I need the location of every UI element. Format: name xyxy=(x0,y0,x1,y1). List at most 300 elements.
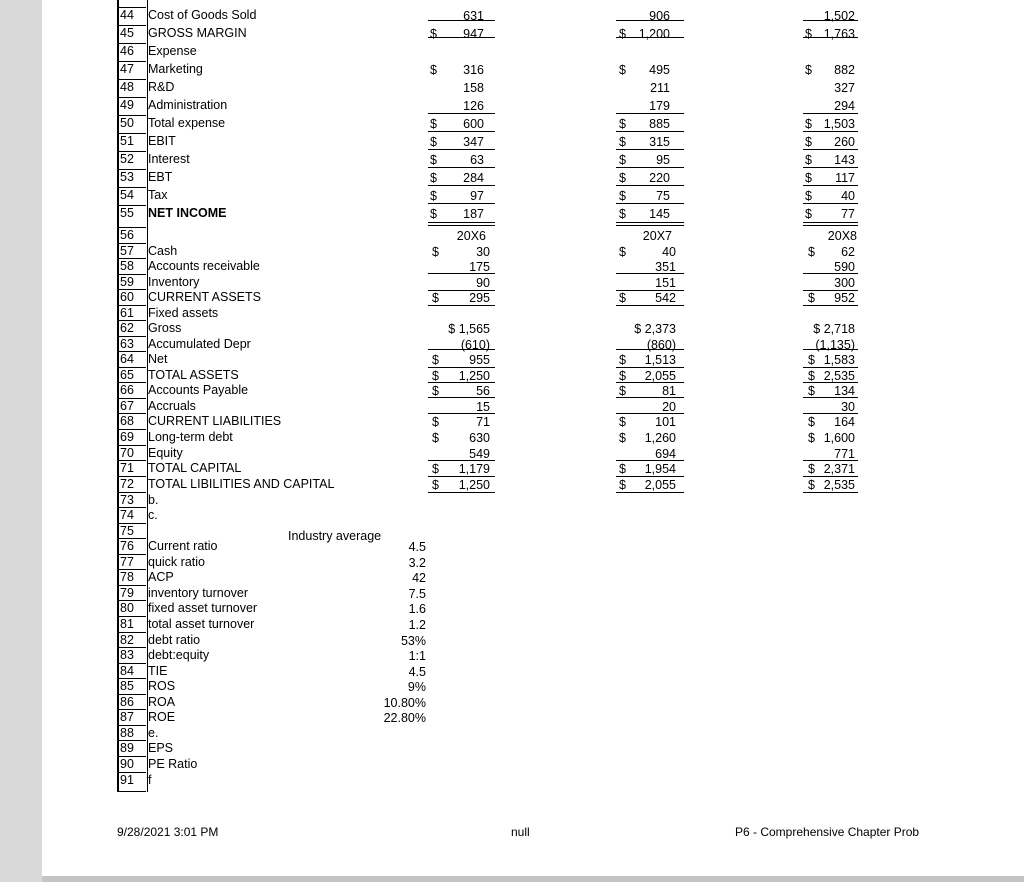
row-number: 51 xyxy=(120,134,134,148)
balance-value: 590 xyxy=(834,260,855,274)
dollar-sign: $ xyxy=(805,135,812,149)
industry-value: 22.80% xyxy=(383,711,426,725)
balance-value: 694 xyxy=(655,447,676,461)
row-label: TIE xyxy=(148,664,168,678)
row-number: 50 xyxy=(120,116,134,130)
row-number: 66 xyxy=(120,383,134,397)
underline xyxy=(428,349,495,350)
row-number: 86 xyxy=(120,695,134,709)
year-header: 20X6 xyxy=(456,229,486,243)
income-value: 885 xyxy=(649,117,670,131)
row-number: 71 xyxy=(120,461,134,475)
underline xyxy=(616,382,684,383)
balance-value: 1,250 xyxy=(458,478,490,492)
income-value: 1,763 xyxy=(823,27,855,41)
row-number: 84 xyxy=(120,664,134,678)
row-number: 55 xyxy=(120,206,134,220)
row-label: EBT xyxy=(148,170,173,184)
dollar-sign: $ xyxy=(432,291,439,305)
dollar-sign: $ xyxy=(619,462,626,476)
row-label: Tax xyxy=(148,188,168,202)
industry-average-header: Industry average xyxy=(288,529,382,543)
industry-value: 7.5 xyxy=(408,587,426,601)
row-label: TOTAL LIBILITIES AND CAPITAL xyxy=(148,477,335,491)
income-value: 63 xyxy=(470,153,484,167)
balance-value: 30 xyxy=(476,245,490,259)
row-label: CURRENT LIABILITIES xyxy=(148,414,282,428)
row-number: 72 xyxy=(120,477,134,491)
row-label: TOTAL ASSETS xyxy=(148,368,239,382)
balance-value: 630 xyxy=(469,431,490,445)
balance-value: 2,055 xyxy=(644,369,676,383)
industry-value: 1.6 xyxy=(408,602,426,616)
dollar-sign: $ xyxy=(805,63,812,77)
row-label: Current ratio xyxy=(148,539,218,553)
row-label: f xyxy=(148,773,152,787)
footer-center: null xyxy=(511,825,530,839)
dollar-sign: $ xyxy=(808,384,815,398)
row-number: 81 xyxy=(120,617,134,631)
dollar-sign: $ xyxy=(430,63,437,77)
underline xyxy=(428,476,495,477)
row-number: 64 xyxy=(120,352,134,366)
row-label: Equity xyxy=(148,446,183,460)
dollar-sign: $ xyxy=(619,478,626,492)
row-label: Accounts Payable xyxy=(148,383,249,397)
underline xyxy=(428,185,495,186)
row-number: 52 xyxy=(120,152,134,166)
row-label: b. xyxy=(148,493,159,507)
balance-value: $ 2,373 xyxy=(634,322,676,336)
underline xyxy=(616,290,684,291)
dollar-sign: $ xyxy=(619,117,626,131)
row-label: GROSS MARGIN xyxy=(148,26,247,40)
underline xyxy=(803,273,858,274)
underline xyxy=(616,305,684,306)
dollar-sign: $ xyxy=(430,135,437,149)
row-label: Interest xyxy=(148,152,190,166)
row-number: 87 xyxy=(120,710,134,724)
row-label: EBIT xyxy=(148,134,176,148)
balance-value: 151 xyxy=(655,276,676,290)
row-number: 61 xyxy=(120,306,134,320)
dollar-sign: $ xyxy=(808,478,815,492)
balance-value: (860) xyxy=(646,338,676,352)
underline xyxy=(803,349,858,350)
row-label: Long-term debt xyxy=(148,430,233,444)
dollar-sign: $ xyxy=(808,431,815,445)
row-label: e. xyxy=(148,726,159,740)
underline xyxy=(428,222,495,226)
industry-value: 53% xyxy=(400,634,426,648)
row-number: 56 xyxy=(120,228,134,242)
underline xyxy=(803,460,858,461)
underline xyxy=(616,476,684,477)
underline xyxy=(616,273,684,274)
row-number: 63 xyxy=(120,337,134,351)
dollar-sign: $ xyxy=(432,478,439,492)
underline xyxy=(803,149,858,150)
balance-value: 300 xyxy=(834,276,855,290)
dollar-sign: $ xyxy=(432,353,439,367)
row-label: inventory turnover xyxy=(148,586,249,600)
income-value: 315 xyxy=(649,135,670,149)
income-value: 158 xyxy=(463,81,484,95)
row-number: 74 xyxy=(120,508,134,522)
dollar-sign: $ xyxy=(619,353,626,367)
dollar-sign: $ xyxy=(619,245,626,259)
row-number: 77 xyxy=(120,555,134,569)
row-label: ROS xyxy=(148,679,176,693)
dollar-sign: $ xyxy=(619,63,626,77)
dollar-sign: $ xyxy=(432,462,439,476)
balance-value: 1,954 xyxy=(644,462,676,476)
dollar-sign: $ xyxy=(619,415,626,429)
footer-timestamp: 9/28/2021 3:01 PM xyxy=(117,825,219,839)
row-number: 54 xyxy=(120,188,134,202)
income-value: 1,502 xyxy=(823,9,855,23)
underline xyxy=(803,113,858,114)
row-label: Marketing xyxy=(148,62,203,76)
underline xyxy=(428,413,495,414)
underline xyxy=(803,397,858,398)
row-label: Net xyxy=(148,352,168,366)
balance-value: 164 xyxy=(834,415,855,429)
underline xyxy=(428,203,495,204)
underline xyxy=(428,20,495,21)
row-number: 60 xyxy=(120,290,134,304)
row-label: debt ratio xyxy=(148,633,201,647)
income-value: 495 xyxy=(649,63,670,77)
underline xyxy=(428,305,495,306)
balance-value: 351 xyxy=(655,260,676,274)
balance-value: 30 xyxy=(841,400,855,414)
row-label: ACP xyxy=(148,570,174,584)
industry-value: 1.2 xyxy=(408,618,426,632)
row-label: Accounts receivable xyxy=(148,259,260,273)
income-value: 143 xyxy=(834,153,855,167)
underline xyxy=(616,492,684,493)
row-label: R&D xyxy=(148,80,175,94)
row-label: quick ratio xyxy=(148,555,205,569)
row-number: 76 xyxy=(120,539,134,553)
underline xyxy=(616,131,684,132)
row-number: 90 xyxy=(120,757,134,771)
underline xyxy=(428,367,495,368)
dollar-sign: $ xyxy=(805,207,812,221)
dollar-sign: $ xyxy=(619,369,626,383)
row-label: Expense xyxy=(148,44,197,58)
income-value: 1,200 xyxy=(638,27,670,41)
underline xyxy=(803,167,858,168)
dollar-sign: $ xyxy=(432,369,439,383)
row-label: Cost of Goods Sold xyxy=(148,8,257,22)
balance-value: 1,583 xyxy=(823,353,855,367)
row-number: 80 xyxy=(120,601,134,615)
income-value: 327 xyxy=(834,81,855,95)
underline xyxy=(803,492,858,493)
balance-value: 15 xyxy=(476,400,490,414)
row-number: 57 xyxy=(120,244,134,258)
income-value: 179 xyxy=(649,99,670,113)
row-label: ROE xyxy=(148,710,176,724)
underline xyxy=(428,149,495,150)
underline xyxy=(616,222,684,226)
dollar-sign: $ xyxy=(805,189,812,203)
row-label: total asset turnover xyxy=(148,617,255,631)
balance-value: 2,055 xyxy=(644,478,676,492)
row-label: c. xyxy=(148,508,158,522)
balance-value: 771 xyxy=(834,447,855,461)
dollar-sign: $ xyxy=(619,291,626,305)
row-number: 65 xyxy=(120,368,134,382)
row-label: debt:equity xyxy=(148,648,210,662)
dollar-sign: $ xyxy=(808,245,815,259)
balance-value: 952 xyxy=(834,291,855,305)
underline xyxy=(803,185,858,186)
dollar-sign: $ xyxy=(619,207,626,221)
underline xyxy=(803,305,858,306)
dollar-sign: $ xyxy=(430,171,437,185)
row-number: 82 xyxy=(120,633,134,647)
underline xyxy=(803,367,858,368)
row-label: Accumulated Depr xyxy=(148,337,251,351)
underline xyxy=(803,382,858,383)
underline xyxy=(803,222,858,226)
income-value: 187 xyxy=(463,207,484,221)
row-label: Cash xyxy=(148,244,178,258)
balance-value: $ 1,565 xyxy=(448,322,490,336)
row-number: 67 xyxy=(120,399,134,413)
balance-value: (610) xyxy=(460,338,490,352)
income-value: 347 xyxy=(463,135,484,149)
balance-value: 1,600 xyxy=(823,431,855,445)
underline xyxy=(428,273,495,274)
dollar-sign: $ xyxy=(430,27,437,41)
industry-value: 1:1 xyxy=(408,649,426,663)
balance-value: 2,371 xyxy=(823,462,855,476)
row-label: ROA xyxy=(148,695,176,709)
underline xyxy=(616,20,684,21)
balance-value: 549 xyxy=(469,447,490,461)
footer-title: P6 - Comprehensive Chapter Prob xyxy=(735,825,920,839)
balance-value: 1,260 xyxy=(644,431,676,445)
income-value: 284 xyxy=(463,171,484,185)
row-number: 49 xyxy=(120,98,134,112)
income-value: 75 xyxy=(656,189,670,203)
dollar-sign: $ xyxy=(805,171,812,185)
income-value: 260 xyxy=(834,135,855,149)
balance-value: 175 xyxy=(469,260,490,274)
underline xyxy=(428,460,495,461)
underline xyxy=(616,460,684,461)
underline xyxy=(616,167,684,168)
industry-value: 9% xyxy=(407,680,426,694)
industry-value: 4.5 xyxy=(408,540,426,554)
row-number: 83 xyxy=(120,648,134,662)
balance-value: 40 xyxy=(662,245,676,259)
row-number: 48 xyxy=(120,80,134,94)
underline xyxy=(428,382,495,383)
dollar-sign: $ xyxy=(808,291,815,305)
income-value: 1,503 xyxy=(823,117,855,131)
income-value: 117 xyxy=(835,171,855,185)
income-value: 211 xyxy=(650,81,670,95)
underline xyxy=(803,413,858,414)
row-label: PE Ratio xyxy=(148,757,198,771)
income-value: 631 xyxy=(463,9,484,23)
industry-value: 4.5 xyxy=(408,665,426,679)
dollar-sign: $ xyxy=(808,415,815,429)
balance-value: 134 xyxy=(834,384,855,398)
dollar-sign: $ xyxy=(430,117,437,131)
row-label: NET INCOME xyxy=(148,206,227,220)
underline xyxy=(803,203,858,204)
underline xyxy=(428,290,495,291)
income-value: 77 xyxy=(841,207,855,221)
balance-value: 955 xyxy=(469,353,490,367)
row-number: 88 xyxy=(120,726,134,740)
row-number: 47 xyxy=(120,62,134,76)
dollar-sign: $ xyxy=(430,153,437,167)
row-number: 68 xyxy=(120,414,134,428)
income-value: 600 xyxy=(463,117,484,131)
balance-value: (1,135) xyxy=(815,338,855,352)
row-number: 73 xyxy=(120,493,134,507)
dollar-sign: $ xyxy=(619,135,626,149)
income-value: 145 xyxy=(649,207,670,221)
row-number: 58 xyxy=(120,259,134,273)
underline xyxy=(803,20,858,21)
balance-value: 1,250 xyxy=(458,369,490,383)
dollar-sign: $ xyxy=(619,171,626,185)
page-shadow xyxy=(42,876,1024,882)
row-label: TOTAL CAPITAL xyxy=(148,461,242,475)
underline xyxy=(428,131,495,132)
row-number: 69 xyxy=(120,430,134,444)
underline xyxy=(616,413,684,414)
income-value: 294 xyxy=(834,99,855,113)
balance-value: 295 xyxy=(469,291,490,305)
income-value: 316 xyxy=(463,63,484,77)
row-label: Fixed assets xyxy=(148,306,219,320)
row-number: 59 xyxy=(120,275,134,289)
underline xyxy=(616,203,684,204)
underline xyxy=(803,476,858,477)
row-label: CURRENT ASSETS xyxy=(148,290,261,304)
row-number: 70 xyxy=(120,446,134,460)
row-number: 85 xyxy=(120,679,134,693)
balance-value: 90 xyxy=(476,276,490,290)
balance-value: 62 xyxy=(841,245,855,259)
balance-value: 56 xyxy=(476,384,490,398)
underline xyxy=(428,113,495,114)
dollar-sign: $ xyxy=(432,415,439,429)
dollar-sign: $ xyxy=(432,245,439,259)
row-label: Accruals xyxy=(148,399,196,413)
row-number: 53 xyxy=(120,170,134,184)
dollar-sign: $ xyxy=(619,384,626,398)
dollar-sign: $ xyxy=(805,117,812,131)
balance-value: 2,535 xyxy=(823,369,855,383)
underline xyxy=(616,149,684,150)
dollar-sign: $ xyxy=(805,27,812,41)
industry-value: 3.2 xyxy=(408,556,426,570)
row-number: 62 xyxy=(120,321,134,335)
row-number: 46 xyxy=(120,44,134,58)
underline xyxy=(428,397,495,398)
row-label: Gross xyxy=(148,321,182,335)
year-header: 20X8 xyxy=(827,229,857,243)
industry-value: 10.80% xyxy=(383,696,426,710)
balance-value: 1,513 xyxy=(644,353,676,367)
dollar-sign: $ xyxy=(430,207,437,221)
dollar-sign: $ xyxy=(432,384,439,398)
dollar-sign: $ xyxy=(808,369,815,383)
balance-value: 71 xyxy=(476,415,490,429)
year-header: 20X7 xyxy=(642,229,672,243)
row-number: 89 xyxy=(120,741,134,755)
underline xyxy=(616,367,684,368)
row-label: fixed asset turnover xyxy=(148,601,258,615)
underline xyxy=(616,185,684,186)
income-value: 882 xyxy=(834,63,855,77)
underline xyxy=(803,37,858,38)
balance-value: 2,535 xyxy=(823,478,855,492)
dollar-sign: $ xyxy=(432,431,439,445)
underline xyxy=(616,37,684,38)
dollar-sign: $ xyxy=(808,462,815,476)
row-label: EPS xyxy=(148,741,174,755)
row-label: Inventory xyxy=(148,275,200,289)
dollar-sign: $ xyxy=(805,153,812,167)
underline xyxy=(803,290,858,291)
row-border xyxy=(117,791,146,792)
dollar-sign: $ xyxy=(808,353,815,367)
balance-value: 1,179 xyxy=(458,462,490,476)
underline xyxy=(428,167,495,168)
row-label: Administration xyxy=(148,98,228,112)
underline xyxy=(616,113,684,114)
balance-value: $ 2,718 xyxy=(813,322,855,336)
dollar-sign: $ xyxy=(619,153,626,167)
underline xyxy=(616,397,684,398)
income-value: 97 xyxy=(470,189,484,203)
income-value: 906 xyxy=(649,9,670,23)
balance-value: 20 xyxy=(662,400,676,414)
income-value: 947 xyxy=(463,27,484,41)
row-number: 91 xyxy=(120,773,134,787)
underline xyxy=(428,37,495,38)
balance-value: 101 xyxy=(655,415,676,429)
row-number: 44 xyxy=(120,8,134,22)
underline xyxy=(803,131,858,132)
dollar-sign: $ xyxy=(430,189,437,203)
income-value: 126 xyxy=(463,99,484,113)
income-value: 40 xyxy=(841,189,855,203)
row-number: 45 xyxy=(120,26,134,40)
income-value: 95 xyxy=(656,153,670,167)
row-number: 78 xyxy=(120,570,134,584)
dollar-sign: $ xyxy=(619,189,626,203)
row-number: 79 xyxy=(120,586,134,600)
income-value: 220 xyxy=(649,171,670,185)
balance-value: 542 xyxy=(655,291,676,305)
industry-value: 42 xyxy=(412,571,426,585)
balance-value: 81 xyxy=(662,384,676,398)
dollar-sign: $ xyxy=(619,431,626,445)
row-label: Total expense xyxy=(148,116,226,130)
